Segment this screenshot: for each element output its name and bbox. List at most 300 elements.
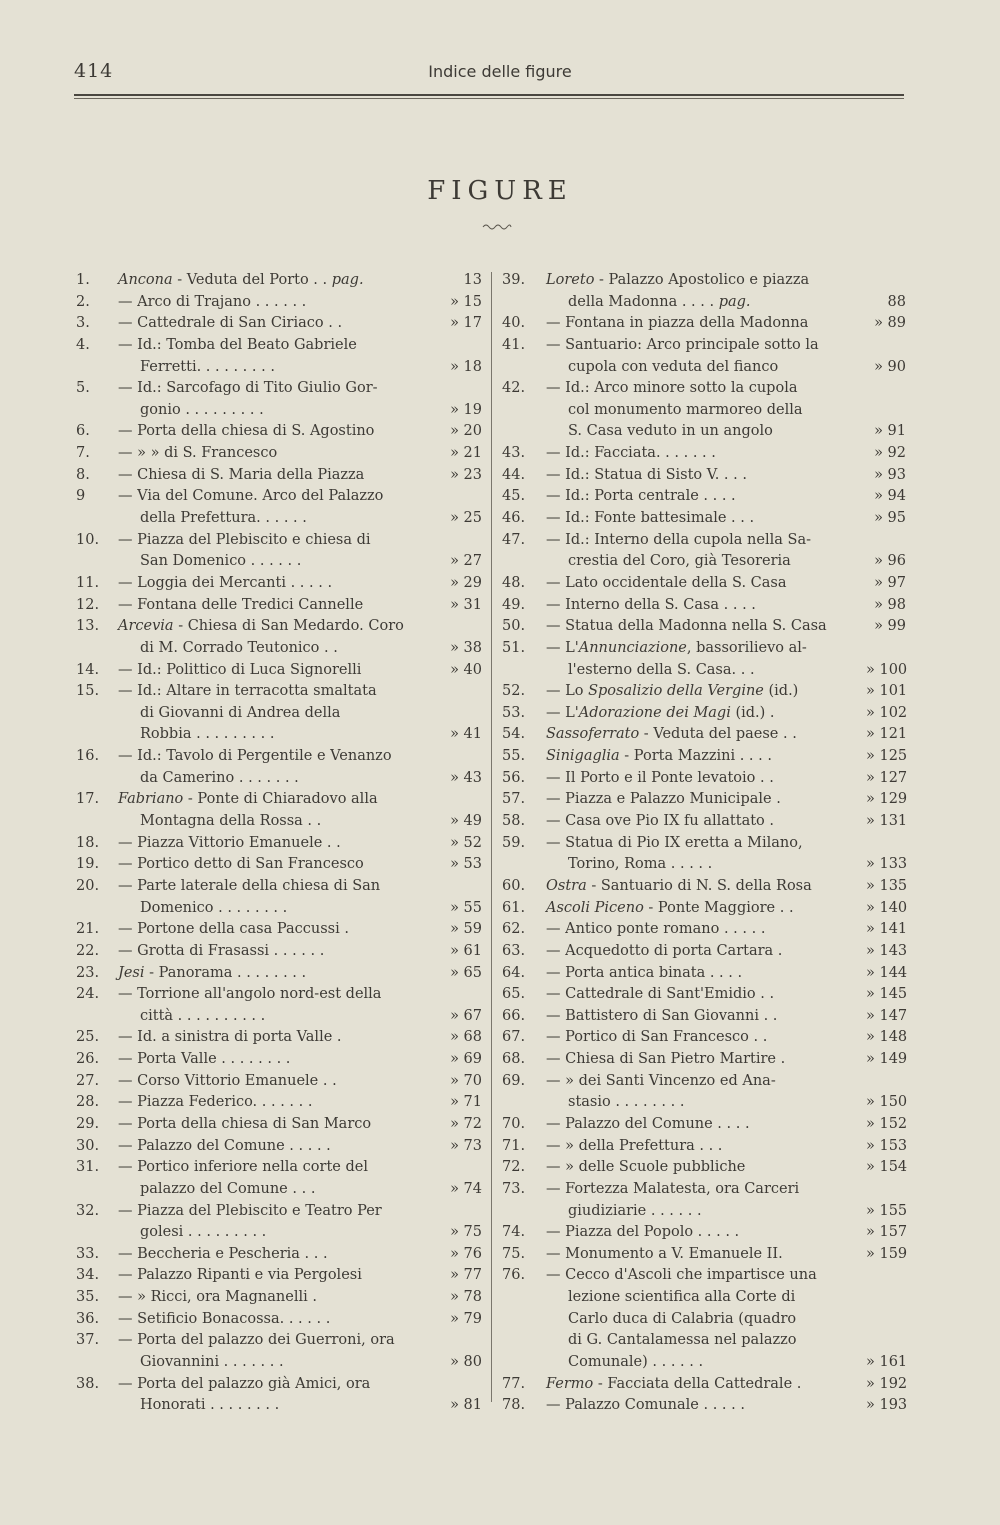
page-reference: » 79 (450, 1310, 482, 1327)
figure-caption (546, 270, 809, 292)
figure-number: 19. (76, 856, 100, 873)
caption-part: - Palazzo Apostolico e piazza (594, 272, 810, 288)
caption-part: — » della Prefettura . . . (546, 1137, 723, 1154)
caption-part: — Id.: Porta centrale . . . . (546, 488, 736, 505)
figure-entry (76, 595, 482, 617)
caption-part: Giovannini . . . . . . . (140, 1354, 284, 1371)
figure-number: 39. (502, 272, 526, 288)
caption-part: - Santuario di N. S. della Rosa (586, 877, 812, 894)
figure-caption (118, 984, 381, 1006)
header-rule-thin (74, 98, 904, 99)
figure-number: 72. (502, 1159, 526, 1176)
page-reference: » 80 (450, 1354, 482, 1371)
figure-caption (118, 724, 274, 746)
figure-entry (76, 1027, 482, 1049)
caption-part: — Statua di Pio IX eretta a Milano, (546, 834, 803, 851)
caption-part: Comunale) . . . . . . (568, 1354, 704, 1371)
figure-entry (502, 660, 908, 682)
figure-entry (502, 357, 908, 379)
figure-caption (118, 1201, 382, 1223)
page-reference: » 147 (866, 1007, 908, 1024)
figure-number: 35. (76, 1289, 100, 1306)
caption-part: Torino, Roma . . . . . (568, 856, 713, 873)
figure-number: 67. (502, 1029, 526, 1046)
caption-part: — Id.: Interno della cupola nella Sa- (546, 531, 811, 548)
page-reference: » 92 (874, 445, 906, 462)
figure-list-left (76, 270, 482, 1417)
page-reference: » 25 (450, 510, 482, 527)
figure-entry (502, 1092, 908, 1114)
caption-part: — Corso Vittorio Emanuele . . (118, 1072, 337, 1089)
figure-entry (76, 984, 482, 1006)
page-reference: » 53 (450, 856, 482, 873)
figure-caption (118, 530, 371, 552)
caption-part: di M. Corrado Teutonico . . (140, 639, 338, 656)
caption-italic-part: Sassoferrato (546, 726, 640, 743)
caption-part: — Setificio Bonacossa. . . . . . (118, 1310, 331, 1327)
page-reference: » 19 (450, 401, 482, 418)
page-reference: » 140 (866, 899, 908, 916)
figure-caption (546, 400, 803, 422)
figure-number: 24. (76, 986, 100, 1003)
page-reference: » 125 (866, 748, 908, 765)
caption-part: l'esterno della S. Casa. . . (568, 661, 755, 678)
figure-number: 53. (502, 704, 526, 721)
caption-part: - Veduta del paese . . (639, 726, 797, 743)
caption-part: — Chiesa di San Pietro Martire . (546, 1051, 786, 1068)
figure-entry (76, 963, 482, 985)
figure-caption (546, 703, 775, 725)
caption-part: — Porta della chiesa di S. Agostino (118, 423, 375, 440)
caption-part: San Domenico . . . . . . (140, 553, 302, 570)
figure-number: 49. (502, 596, 526, 613)
figure-caption (546, 854, 712, 876)
figure-caption (546, 357, 778, 379)
figure-entry (502, 551, 908, 573)
figure-caption (118, 1244, 328, 1266)
caption-part: — Porta del palazzo dei Guerroni, ora (118, 1332, 395, 1349)
figure-number: 14. (76, 661, 100, 678)
figure-caption (546, 616, 827, 638)
figure-number: 13. (76, 618, 100, 635)
figure-entry (502, 1374, 908, 1396)
figure-caption (546, 1136, 722, 1158)
figure-caption (546, 919, 765, 941)
caption-part: — Piazza del Plebiscito e Teatro Per (118, 1202, 382, 1219)
page-reference: » 148 (866, 1029, 908, 1046)
figure-entry (76, 551, 482, 573)
figure-entry (502, 1179, 908, 1201)
figure-caption (546, 292, 751, 314)
caption-part: — Il Porto e il Ponte levatoio . . (546, 769, 774, 786)
figure-entry (76, 724, 482, 746)
header-rule (74, 94, 904, 96)
caption-part: — Palazzo del Comune . . . . . (118, 1137, 331, 1154)
figure-caption (546, 1309, 796, 1331)
figure-caption (118, 1222, 266, 1244)
figure-caption (118, 789, 378, 811)
page-reference: » 91 (874, 423, 906, 440)
caption-part: gonio . . . . . . . . . (140, 401, 264, 418)
figure-number: 69. (502, 1072, 526, 1089)
page-reference: » 67 (450, 1007, 482, 1024)
page-reference: » 102 (866, 704, 908, 721)
figure-number: 47. (502, 531, 526, 548)
caption-part: golesi . . . . . . . . . (140, 1224, 267, 1241)
page-reference: » 99 (874, 618, 906, 635)
figure-entry (76, 1092, 482, 1114)
caption-part: — Fontana in piazza della Madonna (546, 315, 809, 332)
figure-caption (546, 1244, 783, 1266)
page-reference: » 135 (866, 877, 908, 894)
figure-caption (118, 1092, 312, 1114)
figure-number: 8. (76, 466, 90, 483)
figure-entry (502, 638, 908, 660)
figure-caption (546, 1222, 739, 1244)
figure-entry (502, 746, 908, 768)
caption-part: - Panorama . . . . . . . . (144, 964, 307, 981)
caption-part: di G. Cantalamessa nel palazzo (568, 1332, 797, 1349)
caption-part: — Beccheria e Pescheria . . . (118, 1245, 328, 1262)
figure-caption (118, 811, 321, 833)
figure-entry (502, 313, 908, 335)
figure-entry (76, 1006, 482, 1028)
figure-number: 50. (502, 618, 526, 635)
figure-number: 11. (76, 574, 100, 591)
caption-part: — Id.: Tavolo di Pergentile e Venanzo (118, 748, 392, 765)
caption-italic-part: Fermo (546, 1375, 594, 1392)
figure-entry (76, 335, 482, 357)
page-reference: » 40 (450, 661, 482, 678)
figure-entry (76, 1136, 482, 1158)
caption-part: — Portico inferiore nella corte del (118, 1159, 368, 1176)
caption-part: - Ponte Maggiore . . (643, 899, 794, 916)
figure-number: 56. (502, 769, 526, 786)
page-reference: » 49 (450, 813, 482, 830)
figure-entry (502, 1222, 908, 1244)
figure-caption (118, 768, 299, 790)
figure-entry (502, 941, 908, 963)
page-reference: » 157 (866, 1224, 908, 1241)
page-reference: » 38 (450, 639, 482, 656)
figure-caption (118, 703, 340, 725)
caption-part: S. Casa veduto in un angolo (568, 423, 773, 440)
figure-number: 71. (502, 1137, 526, 1154)
page-reference: » 27 (450, 553, 482, 570)
figure-entry (76, 1049, 482, 1071)
caption-part: — Piazza del Popolo . . . . . (546, 1224, 740, 1241)
page-reference: » 29 (450, 574, 482, 591)
caption-part: giudiziarie . . . . . . (568, 1202, 702, 1219)
caption-part: — Torrione all'angolo nord-est della (118, 986, 382, 1003)
page-reference: » 74 (450, 1180, 482, 1197)
figure-caption (546, 313, 808, 335)
figure-entry (76, 638, 482, 660)
figure-number: 45. (502, 488, 526, 505)
figure-entry (76, 1201, 482, 1223)
figure-caption (118, 638, 338, 660)
caption-part: Domenico . . . . . . . . (140, 899, 288, 916)
figure-caption (546, 746, 772, 768)
page-reference: » 97 (874, 574, 906, 591)
figure-entry (502, 292, 908, 314)
page-reference: » 144 (866, 964, 908, 981)
page-reference: » 152 (866, 1115, 908, 1132)
caption-part: - Veduta del Porto . . (172, 272, 332, 288)
caption-part: col monumento marmoreo della (568, 401, 803, 418)
figure-entry (76, 1157, 482, 1179)
page-reference: » 161 (866, 1354, 908, 1371)
figure-entry (76, 1244, 482, 1266)
figure-entry (502, 1049, 908, 1071)
figure-number: 74. (502, 1224, 526, 1241)
page-reference: » 145 (866, 986, 908, 1003)
figure-caption (546, 811, 774, 833)
caption-part: della Prefettura. . . . . . (140, 510, 307, 527)
figure-number: 2. (76, 293, 90, 310)
figure-caption (118, 1114, 371, 1136)
page-reference: » 18 (450, 358, 482, 375)
figure-entry (76, 941, 482, 963)
caption-part: — Fortezza Malatesta, ora Carceri (546, 1180, 800, 1197)
page-reference: » 153 (866, 1137, 908, 1154)
page-reference: » 127 (866, 769, 908, 786)
page-reference: » 155 (866, 1202, 908, 1219)
figure-entry (502, 703, 908, 725)
ornament-squiggle (482, 222, 512, 232)
figure-entry (502, 465, 908, 487)
page-reference: » 73 (450, 1137, 482, 1154)
figure-caption (118, 1071, 337, 1093)
caption-part: — Parte laterale della chiesa di San (118, 877, 381, 894)
figure-number: 5. (76, 380, 90, 397)
figure-entry (76, 400, 482, 422)
figure-entry (76, 833, 482, 855)
figure-entry (76, 703, 482, 725)
figure-entry (502, 1027, 908, 1049)
column-divider (491, 272, 492, 1402)
figure-number: 28. (76, 1094, 100, 1111)
figure-entry (76, 1114, 482, 1136)
page-reference: » 129 (866, 791, 908, 808)
caption-part: — Id.: Altare in terracotta smaltata (118, 683, 377, 700)
caption-italic-part: Annunciazione (578, 639, 687, 656)
figure-caption (546, 898, 794, 920)
figure-entry (502, 724, 908, 746)
figure-caption (546, 1374, 801, 1396)
figure-caption (118, 898, 287, 920)
page-reference: » 31 (450, 596, 482, 613)
figure-number: 46. (502, 510, 526, 527)
figure-caption (118, 378, 378, 400)
page-reference: » 121 (866, 726, 908, 743)
figure-number: 9 (76, 488, 86, 505)
figure-caption (118, 443, 277, 465)
caption-part: — Palazzo Comunale . . . . . (546, 1397, 745, 1414)
figure-number: 64. (502, 964, 526, 981)
caption-part: — » dei Santi Vincenzo ed Ana- (546, 1072, 776, 1089)
caption-part: — Loggia dei Mercanti . . . . . (118, 574, 333, 591)
figure-entry (502, 270, 908, 292)
figure-number: 31. (76, 1159, 100, 1176)
page-reference: » 95 (874, 510, 906, 527)
figure-caption (118, 1157, 368, 1179)
figure-caption (546, 1049, 785, 1071)
page-reference: » 59 (450, 921, 482, 938)
figure-entry (76, 616, 482, 638)
figure-entry (502, 1309, 908, 1331)
caption-part: palazzo del Comune . . . (140, 1180, 316, 1197)
figure-caption (546, 551, 791, 573)
caption-part: — Palazzo Ripanti e via Pergolesi (118, 1267, 362, 1284)
figure-entry (76, 898, 482, 920)
page-reference: 13 (463, 272, 482, 288)
figure-entry (502, 1244, 908, 1266)
figure-number: 52. (502, 683, 526, 700)
figure-caption (118, 270, 364, 292)
figure-number: 44. (502, 466, 526, 483)
figure-caption (118, 854, 364, 876)
caption-part: di Giovanni di Andrea della (140, 704, 341, 721)
figure-caption (546, 833, 803, 855)
figure-number: 66. (502, 1007, 526, 1024)
figure-caption (118, 1309, 330, 1331)
figure-entry (502, 1352, 908, 1374)
figure-caption (546, 465, 747, 487)
page-reference: » 90 (874, 358, 906, 375)
page-reference: » 131 (866, 813, 908, 830)
figure-number: 21. (76, 921, 100, 938)
figure-entry (76, 660, 482, 682)
figure-number: 23. (76, 964, 100, 981)
figure-number: 59. (502, 834, 526, 851)
figure-entry (502, 595, 908, 617)
figure-entry (76, 1287, 482, 1309)
page-reference: » 75 (450, 1224, 482, 1241)
figure-caption (546, 1265, 817, 1287)
page-reference: » 100 (866, 661, 908, 678)
figure-caption (118, 963, 306, 985)
figure-entry (76, 789, 482, 811)
page-reference: » 141 (866, 921, 908, 938)
caption-part: — Portico detto di San Francesco (118, 856, 364, 873)
figure-caption (546, 421, 773, 443)
figure-caption (118, 1265, 362, 1287)
page-reference: » 94 (874, 488, 906, 505)
figure-number: 63. (502, 942, 526, 959)
caption-part: — Id.: Statua di Sisto V. . . . (546, 466, 747, 483)
figure-entry (76, 854, 482, 876)
caption-part: — Piazza e Palazzo Municipale . (546, 791, 781, 808)
page-reference: » 93 (874, 466, 906, 483)
figure-entry (76, 1309, 482, 1331)
figure-entry (502, 1287, 908, 1309)
caption-part: — L' (546, 639, 579, 656)
figure-entry (76, 378, 482, 400)
caption-part: — Id.: Facciata. . . . . . . (546, 445, 716, 462)
figure-caption (546, 486, 736, 508)
page-reference: » 68 (450, 1029, 482, 1046)
figure-entry (502, 789, 908, 811)
caption-part: — Lato occidentale della S. Casa (546, 574, 787, 591)
figure-number: 15. (76, 683, 100, 700)
figure-entry (502, 1395, 908, 1417)
figure-entry (502, 400, 908, 422)
figure-number: 3. (76, 315, 90, 332)
caption-italic-part: Fabriano (118, 791, 184, 808)
figure-caption (546, 508, 754, 530)
page-reference: » 98 (874, 596, 906, 613)
figure-number: 77. (502, 1375, 526, 1392)
figure-entry (76, 270, 482, 292)
figure-entry (76, 530, 482, 552)
page-reference: » 70 (450, 1072, 482, 1089)
figure-number: 70. (502, 1115, 526, 1132)
figure-entry (76, 508, 482, 530)
figure-number: 26. (76, 1051, 100, 1068)
figure-caption (546, 1179, 799, 1201)
figure-caption (118, 1395, 279, 1417)
page-reference: » 150 (866, 1094, 908, 1111)
figure-entry (76, 1395, 482, 1417)
figure-number: 58. (502, 813, 526, 830)
caption-italic-part: Sinigaglia (546, 748, 620, 765)
page-reference: » 41 (450, 726, 482, 743)
figure-caption (546, 378, 797, 400)
figure-entry (502, 573, 908, 595)
figure-number: 17. (76, 791, 100, 808)
figure-number: 36. (76, 1310, 100, 1327)
caption-part: — Id.: Fonte battesimale . . . (546, 510, 755, 527)
caption-part: - Porta Mazzini . . . . (619, 748, 772, 765)
figure-caption (118, 421, 374, 443)
figure-caption (546, 530, 811, 552)
page-reference: » 193 (866, 1397, 908, 1414)
figure-entry (502, 898, 908, 920)
caption-part: — Piazza del Plebiscito e chiesa di (118, 531, 371, 548)
caption-italic-part: Loreto (546, 272, 595, 288)
figure-caption (118, 660, 361, 682)
figure-entry (76, 1222, 482, 1244)
figure-caption (118, 1287, 317, 1309)
caption-part: crestia del Coro, già Tesoreria (568, 553, 791, 570)
caption-part: lezione scientifica alla Corte di (568, 1289, 796, 1306)
caption-part: — Grotta di Frasassi . . . . . . (118, 942, 325, 959)
figure-caption (546, 724, 797, 746)
figure-entry (76, 357, 482, 379)
figure-caption (118, 1049, 290, 1071)
figure-number: 30. (76, 1137, 100, 1154)
caption-part: della Madonna . . . . (568, 293, 719, 310)
figure-caption (546, 1006, 777, 1028)
caption-part: Montagna della Rossa . . (140, 813, 322, 830)
figure-caption (118, 313, 342, 335)
figure-caption (118, 595, 363, 617)
figure-caption (546, 941, 782, 963)
figure-caption (118, 1027, 342, 1049)
page-reference: » 78 (450, 1289, 482, 1306)
caption-italic-part: Ascoli Piceno (546, 899, 644, 916)
figure-number: 25. (76, 1029, 100, 1046)
page-reference: » 43 (450, 769, 482, 786)
figure-entry (76, 681, 482, 703)
figure-number: 29. (76, 1115, 100, 1132)
caption-italic-part: Adorazione dei Magi (578, 704, 731, 721)
caption-part: , bassorilievo al- (686, 639, 807, 656)
caption-part: — Cattedrale di San Ciriaco . . (118, 315, 343, 332)
figure-caption (546, 1395, 745, 1417)
figure-caption (546, 1157, 745, 1179)
